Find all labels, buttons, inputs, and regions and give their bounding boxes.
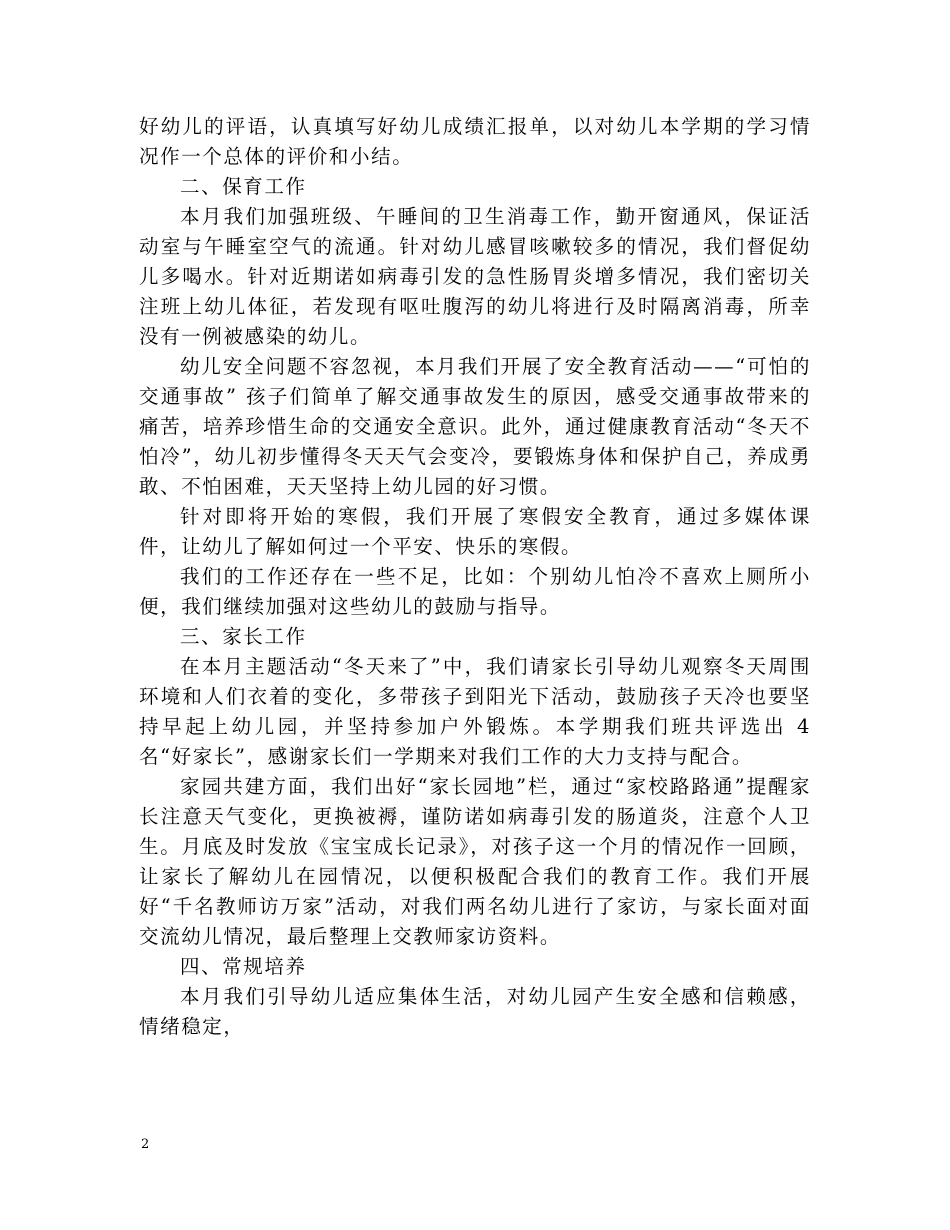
paragraph-routine: 本月我们引导幼儿适应集体生活，对幼儿园产生安全感和信赖感，情绪稳定， bbox=[139, 985, 811, 1038]
section-heading-parents: 三、家长工作 bbox=[180, 625, 307, 648]
paragraph-safety: 幼儿安全问题不容忽视，本月我们开展了安全教育活动——“可怕的交通事故” 孩子们简单了解交通事故发生的原因，感受交通事故带来的痛苦，培养珍惜生命的交通安全意识。此外，通过健康教育活动“冬天不怕冷”，幼儿初步懂得冬天天气会变冷，要锻炼身体和保护自己，养成勇敢、不怕困难，天天坚持上幼儿园的好习惯。 bbox=[139, 355, 811, 498]
paragraph-continuation: 好幼儿的评语，认真填写好幼儿成绩汇报单，以对幼儿本学期的学习情况作一个总体的评价和小结。 bbox=[139, 115, 811, 168]
paragraph-shortcomings: 我们的工作还存在一些不足，比如：个别幼儿怕冷不喜欢上厕所小便，我们继续加强对这些幼儿的鼓励与指导。 bbox=[139, 565, 811, 618]
section-heading-routine: 四、常规培养 bbox=[180, 955, 307, 978]
paragraph-hygiene: 本月我们加强班级、午睡间的卫生消毒工作，勤开窗通风，保证活动室与午睡室空气的流通。针对幼儿感冒咳嗽较多的情况，我们督促幼儿多喝水。针对近期诺如病毒引发的急性肠胃炎增多情况，我们密切关注班上幼儿体征，若发现有呕吐腹泻的幼儿将进行及时隔离消毒，所幸没有一例被感染的幼儿。 bbox=[139, 205, 811, 348]
paragraph-winter-break: 针对即将开始的寒假，我们开展了寒假安全教育，通过多媒体课件，让幼儿了解如何过一个平安、快乐的寒假。 bbox=[139, 505, 811, 558]
page-number: 2 bbox=[141, 1137, 150, 1152]
paragraph-theme-activity: 在本月主题活动“冬天来了”中，我们请家长引导幼儿观察冬天周围环境和人们衣着的变化，多带孩子到阳光下活动，鼓励孩子天冷也要坚持早起上幼儿园，并坚持参加户外锻炼。本学期我们班共评选出 4 名“好家长”，感谢家长们一学期来对我们工作的大力支持与配合。 bbox=[139, 655, 811, 768]
section-heading-childcare: 二、保育工作 bbox=[180, 175, 307, 198]
paragraph-home-school: 家园共建方面，我们出好“家长园地”栏，通过“家校路路通”提醒家长注意天气变化，更换被褥，谨防诺如病毒引发的肠道炎，注意个人卫生。月底及时发放《宝宝成长记录》，对孩子这一个月的情况作一回顾，让家长了解幼儿在园情况，以便积极配合我们的教育工作。我们开展好“千名教师访万家”活动，对我们两名幼儿进行了家访，与家长面对面交流幼儿情况，最后整理上交教师家访资料。 bbox=[139, 775, 811, 948]
document-body bbox=[139, 112, 811, 1042]
